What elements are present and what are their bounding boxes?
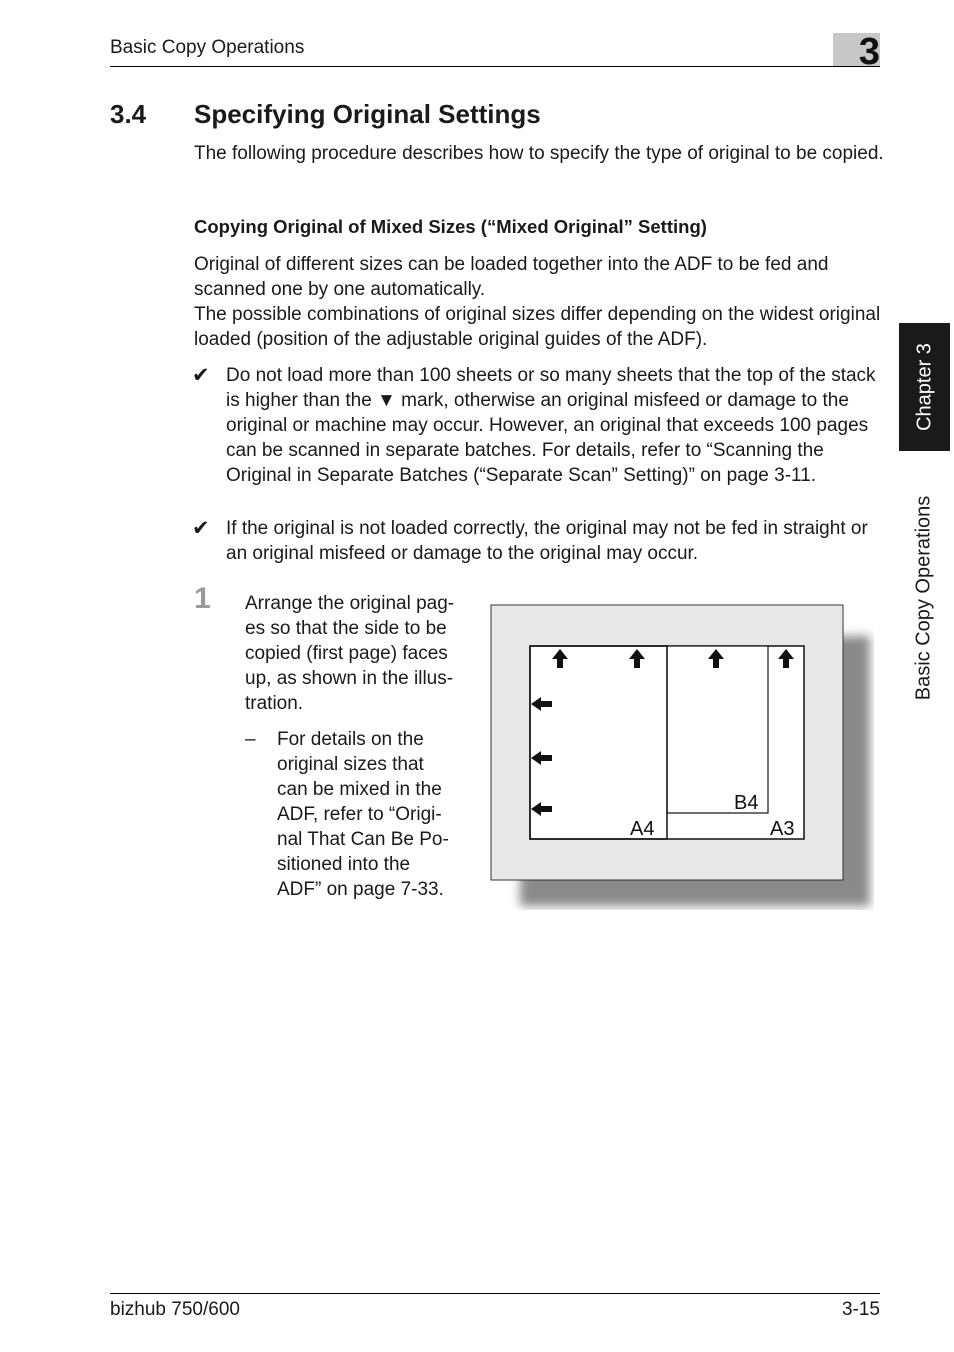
bullet-item: Do not load more than 100 sheets or so many sheets that the top of the stack is higher than the ▼ mark, otherwise an original misfeed or damage to the original or machine may occur. However, an original that exceeds 100 pages can be scanned in separate batches. For details, refer to “Scanning the Original in Separate Batches (“Separate Scan” Setting)” on page 3-11. [226, 365, 876, 486]
step-text: Arrange the original pag- es so that the side to be copied (first page) faces up, as shown in the illus- tration. [245, 593, 455, 714]
chapter-tab [899, 323, 950, 451]
label-a4: A4 [630, 818, 655, 840]
footer-page-number: 3-15 [841, 1299, 880, 1320]
check-icon: ✔ [192, 517, 210, 540]
b4-sheet [667, 646, 768, 813]
running-head: Basic Copy Operations [110, 37, 305, 58]
label-b4: B4 [734, 792, 759, 814]
step-number: 1 [194, 582, 211, 615]
sub-item-dash: – [245, 729, 256, 750]
footer-model: bizhub 750/600 [110, 1299, 240, 1320]
check-icon: ✔ [192, 364, 210, 387]
label-a3: A3 [770, 818, 795, 840]
header-rule [110, 66, 880, 67]
mixed-original-illustration [490, 604, 874, 910]
section-intro: The following procedure describes how to specify the type of original to be copied. [194, 143, 884, 164]
chapter-number-box [833, 31, 880, 73]
bullet-item: If the original is not loaded correctly, the original may not be fed in straight or an original misfeed or damage to the original may occur. [226, 518, 868, 564]
section-number: 3.4 [110, 99, 147, 129]
chapter-tab-label: Chapter 3 [913, 343, 935, 431]
subsection-paragraph: Original of different sizes can be loaded together into the ADF to be fed and scanned one by one automatically. The possible combinations of original sizes differ depending on the widest original loaded (position of the adjustable original guides of the ADF). [194, 254, 881, 350]
footer-rule [110, 1293, 880, 1294]
subsection-title: Copying Original of Mixed Sizes (“Mixed Original” Setting) [194, 216, 707, 237]
sub-item-text: For details on the original sizes that can be mixed in the ADF, refer to “Origi- nal That Can Be Po- sitioned into the ADF” on page 7-33. [277, 729, 449, 900]
section-tab-label: Basic Copy Operations [912, 495, 935, 701]
section-title: Specifying Original Settings [194, 99, 541, 129]
chapter-number: 3 [858, 31, 880, 73]
